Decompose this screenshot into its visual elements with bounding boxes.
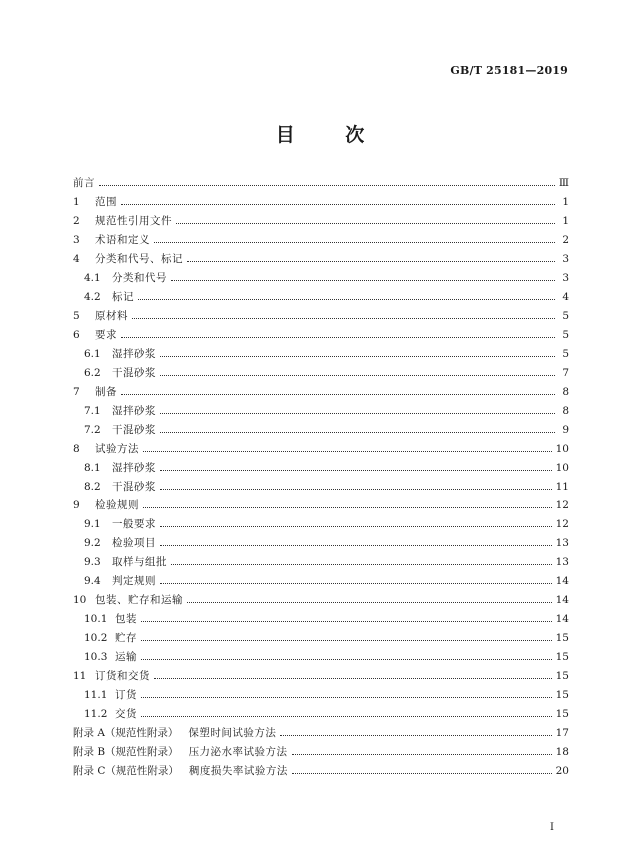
toc-entry-label: 运输 <box>115 651 137 664</box>
toc-entry[interactable] <box>73 174 569 193</box>
toc-entry-page: 11 <box>555 480 569 493</box>
toc-entry-number: 11.1 <box>84 689 108 702</box>
toc-leader-dots <box>187 602 552 603</box>
toc-entry-page: 15 <box>555 651 569 664</box>
toc-entry-label: 试验方法 <box>95 442 139 455</box>
toc-entry-label: 检验项目 <box>112 537 156 550</box>
toc-entry-label: 订货 <box>115 689 137 702</box>
toc-entry-label: 术语和定义 <box>95 233 150 246</box>
toc-leader-dots <box>138 299 555 300</box>
toc-entry[interactable] <box>73 648 569 667</box>
toc-entry-label: 取样与组批 <box>112 556 167 569</box>
toc-entry-number: 3 <box>73 233 80 246</box>
toc-entry[interactable] <box>73 383 569 402</box>
toc-entry-number: 11.2 <box>84 708 108 721</box>
toc-entry-page: 4 <box>562 290 569 303</box>
toc-entry-page: 18 <box>555 746 569 759</box>
toc-leader-dots <box>160 583 552 584</box>
toc-entry-page: 10 <box>555 461 569 474</box>
toc-entry-page: 9 <box>562 423 569 436</box>
toc-entry-number: 9.1 <box>84 518 101 531</box>
toc-entry-label: 交货 <box>115 708 137 721</box>
toc-entry-page: 3 <box>562 271 569 284</box>
toc-entry-number: 附录 C（规范性附录） <box>73 765 179 778</box>
toc-entry-label: 分类和代号 <box>112 271 167 284</box>
toc-entry-label: 检验规则 <box>95 499 139 512</box>
toc-leader-dots <box>292 754 552 755</box>
toc-entry-page: 5 <box>562 347 569 360</box>
toc-leader-dots <box>176 223 555 224</box>
toc-entry-number: 8 <box>73 442 80 455</box>
toc-leader-dots <box>280 735 551 736</box>
toc-entry-number: 10 <box>73 594 87 607</box>
toc-leader-dots <box>141 716 552 717</box>
toc-leader-dots <box>121 337 555 338</box>
toc-leader-dots <box>99 185 555 186</box>
toc-entry-number: 附录 B（规范性附录） <box>73 746 179 759</box>
toc-entry-page: 17 <box>555 727 569 740</box>
toc-entry-number: 10.1 <box>84 613 108 626</box>
toc-entry-label: 订货和交货 <box>95 670 150 683</box>
toc-entry[interactable] <box>73 762 569 781</box>
toc-leader-dots <box>160 489 552 490</box>
toc-entry-number: 5 <box>73 309 80 322</box>
toc-entry[interactable] <box>73 288 569 307</box>
toc-entry-page: Ⅲ <box>558 177 569 189</box>
toc-entry-page: 3 <box>562 252 569 265</box>
toc-entry[interactable] <box>73 326 569 345</box>
toc-entry-number: 7.2 <box>84 423 101 436</box>
toc-leader-dots <box>187 261 555 262</box>
toc-entry-label: 干混砂浆 <box>112 480 156 493</box>
toc-entry[interactable] <box>73 534 569 553</box>
toc-entry-number: 9.2 <box>84 537 101 550</box>
page-number: I <box>550 822 554 833</box>
toc-entry-number: 2 <box>73 214 80 227</box>
toc-entry-label: 分类和代号、标记 <box>95 252 183 265</box>
toc-entry-page: 15 <box>555 632 569 645</box>
toc-entry[interactable] <box>73 610 569 629</box>
toc-entry-label: 干混砂浆 <box>112 423 156 436</box>
toc-leader-dots <box>141 621 552 622</box>
toc-entry-number: 9 <box>73 499 80 512</box>
toc-leader-dots <box>171 280 555 281</box>
toc-entry-page: 13 <box>555 556 569 569</box>
toc-entry-label: 干混砂浆 <box>112 366 156 379</box>
toc-entry-label: 范围 <box>95 195 117 208</box>
toc-entry-page: 10 <box>555 442 569 455</box>
toc-entry[interactable] <box>73 402 569 421</box>
toc-entry[interactable] <box>73 440 569 459</box>
toc-entry[interactable] <box>73 231 569 250</box>
toc-leader-dots <box>171 564 552 565</box>
toc-entry[interactable] <box>73 250 569 269</box>
toc-entry-label: 压力泌水率试验方法 <box>188 746 288 759</box>
toc-leader-dots <box>121 394 555 395</box>
toc-entry-number: 6.1 <box>84 347 101 360</box>
toc-entry-page: 15 <box>555 708 569 721</box>
toc-entry-page: 2 <box>562 233 569 246</box>
toc-entry-number: 4 <box>73 252 80 265</box>
toc-entry[interactable] <box>73 307 569 326</box>
toc-entry-label: 判定规则 <box>112 575 156 588</box>
toc-entry-page: 14 <box>555 613 569 626</box>
toc-leader-dots <box>160 545 552 546</box>
toc-entry-number: 4.1 <box>84 271 101 284</box>
toc-entry[interactable] <box>73 743 569 762</box>
toc-entry-number: 6 <box>73 328 80 341</box>
page-title: 目 次 <box>275 124 387 146</box>
toc-leader-dots <box>141 659 552 660</box>
toc-entry-label: 标记 <box>112 290 134 303</box>
toc-entry-label: 制备 <box>95 385 117 398</box>
toc-entry-number: 8.1 <box>84 461 101 474</box>
toc-leader-dots <box>160 356 555 357</box>
toc-leader-dots <box>154 242 555 243</box>
toc-entry-page: 7 <box>562 366 569 379</box>
toc-leader-dots <box>160 432 555 433</box>
toc-entry-page: 15 <box>555 670 569 683</box>
toc-leader-dots <box>132 318 555 319</box>
toc-leader-dots <box>143 451 552 452</box>
toc-entry-number: 10.3 <box>84 651 108 664</box>
toc-leader-dots <box>160 413 555 414</box>
toc-entry-number: 10.2 <box>84 632 108 645</box>
toc-entry-label: 一般要求 <box>112 518 156 531</box>
toc-entry-label: 湿拌砂浆 <box>112 404 156 417</box>
standard-code: GB/T 25181—2019 <box>450 64 568 77</box>
toc-leader-dots <box>141 640 552 641</box>
toc-entry-page: 15 <box>555 689 569 702</box>
toc-entry[interactable] <box>73 629 569 648</box>
toc-entry-number: 9.4 <box>84 575 101 588</box>
toc-entry-number: 附录 A（规范性附录） <box>73 727 179 740</box>
toc-leader-dots <box>292 773 552 774</box>
toc-leader-dots <box>141 697 552 698</box>
toc-entry-label: 湿拌砂浆 <box>112 347 156 360</box>
toc-entry[interactable] <box>73 591 569 610</box>
toc-entry-label: 规范性引用文件 <box>95 214 172 227</box>
toc-entry-page: 5 <box>562 309 569 322</box>
toc-leader-dots <box>160 526 552 527</box>
toc-leader-dots <box>143 507 552 508</box>
toc-entry-label: 原材料 <box>95 309 128 322</box>
toc-entry[interactable] <box>73 724 569 743</box>
toc-entry-label: 包装、贮存和运输 <box>95 594 183 607</box>
toc-entry-page: 12 <box>555 499 569 512</box>
toc-leader-dots <box>160 470 552 471</box>
toc-entry-label: 湿拌砂浆 <box>112 461 156 474</box>
toc-entry[interactable] <box>73 667 569 686</box>
toc-entry-page: 5 <box>562 328 569 341</box>
toc-entry-number: 1 <box>73 195 80 208</box>
toc-entry-page: 14 <box>555 575 569 588</box>
toc-leader-dots <box>121 204 555 205</box>
toc-entry-page: 20 <box>555 765 569 778</box>
toc-entry-page: 1 <box>562 214 569 227</box>
toc-entry-number: 9.3 <box>84 556 101 569</box>
toc-entry-page: 8 <box>562 404 569 417</box>
toc-entry-label: 贮存 <box>115 632 137 645</box>
toc-entry[interactable] <box>73 459 569 478</box>
toc-leader-dots <box>154 678 552 679</box>
toc-entry-number: 6.2 <box>84 366 101 379</box>
toc-entry-label: 前言 <box>73 177 95 189</box>
toc-entry[interactable] <box>73 515 569 534</box>
toc-entry[interactable] <box>73 364 569 383</box>
toc-entry[interactable] <box>73 686 569 705</box>
toc-entry[interactable] <box>73 269 569 288</box>
toc-entry[interactable] <box>73 212 569 231</box>
toc-entry-page: 1 <box>562 195 569 208</box>
toc-entry[interactable] <box>73 705 569 724</box>
toc-entry-number: 4.2 <box>84 290 101 303</box>
toc-entry-page: 8 <box>562 385 569 398</box>
toc-entry-page: 12 <box>555 518 569 531</box>
toc-entry-number: 7.1 <box>84 404 101 417</box>
toc-entry-label: 保塑时间试验方法 <box>188 727 277 740</box>
toc-entry[interactable] <box>73 345 569 364</box>
toc-entry-number: 11 <box>73 670 87 683</box>
toc-leader-dots <box>160 375 555 376</box>
toc-entry[interactable] <box>73 193 569 212</box>
toc-entry-number: 8.2 <box>84 480 101 493</box>
toc-entry[interactable] <box>73 478 569 497</box>
toc-entry[interactable] <box>73 421 569 440</box>
table-of-contents <box>73 174 569 781</box>
toc-entry[interactable] <box>73 553 569 572</box>
toc-entry-page: 13 <box>555 537 569 550</box>
toc-entry-label: 要求 <box>95 328 117 341</box>
toc-entry-number: 7 <box>73 385 80 398</box>
toc-entry[interactable] <box>73 572 569 591</box>
toc-entry-label: 稠度损失率试验方法 <box>188 765 288 778</box>
toc-entry[interactable] <box>73 496 569 515</box>
toc-entry-label: 包装 <box>115 613 137 626</box>
toc-entry-page: 14 <box>555 594 569 607</box>
